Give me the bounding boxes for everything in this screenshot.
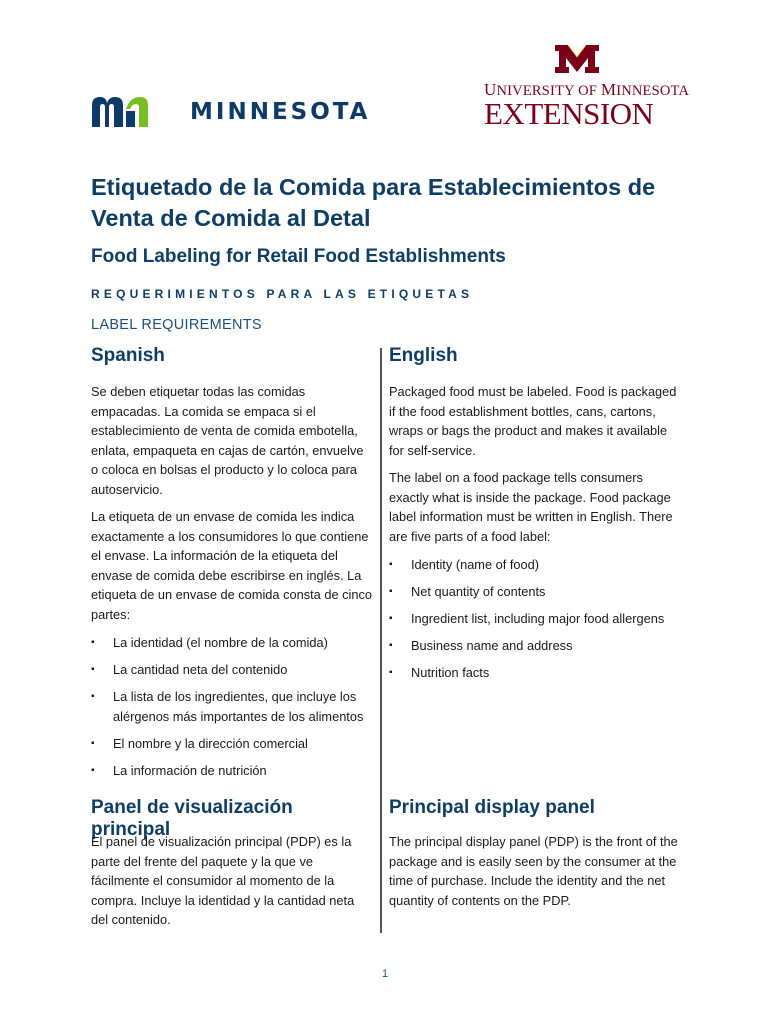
list-item-text: La información de nutrición bbox=[113, 762, 267, 778]
pdp-spanish-heading: Panel de visualización principal bbox=[91, 797, 293, 840]
list-item bbox=[91, 734, 373, 754]
english-column bbox=[389, 345, 679, 690]
english-bullet-list bbox=[389, 555, 679, 683]
document-subtitle: Food Labeling for Retail Food Establishments bbox=[91, 246, 506, 267]
section-kicker-spanish: REQUERIMIENTOS PARA LAS ETIQUETAS bbox=[91, 287, 474, 301]
bullet-icon: ▪ bbox=[389, 613, 393, 624]
pdp-english-section bbox=[389, 797, 679, 918]
list-item-text: Identity (name of food) bbox=[411, 557, 540, 572]
list-item bbox=[389, 582, 679, 602]
list-item bbox=[389, 609, 679, 629]
mn-logo-mark-icon bbox=[90, 95, 174, 129]
bullet-icon: ▪ bbox=[91, 764, 95, 776]
umn-university-text: UNIVERSITY OF MINNESOTA bbox=[484, 80, 690, 99]
bullet-icon: ▪ bbox=[91, 637, 95, 648]
list-item-text: La lista de los ingredientes, que incluye los alérgenos más importantes de los alimentos bbox=[113, 689, 364, 724]
spanish-paragraph-2: La etiqueta de un envase de comida les indica exactamente a los consumidores lo que contiene el envase. La información de la etiqueta del envase de comida debe escribirse en inglés. La etiqueta de un envase de comida consta de cinco partes: bbox=[91, 509, 373, 622]
list-item-text: El nombre y la dirección comercial bbox=[113, 735, 308, 751]
list-item-text: Net quantity of contents bbox=[411, 584, 546, 599]
bullet-icon: ▪ bbox=[389, 586, 393, 597]
column-divider bbox=[380, 348, 382, 933]
bullet-icon: ▪ bbox=[389, 640, 393, 651]
list-item-text: La identidad (el nombre de la comida) bbox=[113, 635, 328, 650]
list-item-text: La cantidad neta del contenido bbox=[113, 662, 288, 677]
umn-extension-text: EXTENSION bbox=[484, 96, 654, 131]
list-item bbox=[91, 660, 373, 680]
bullet-icon: ▪ bbox=[389, 559, 393, 570]
list-item bbox=[91, 633, 373, 653]
bullet-icon: ▪ bbox=[91, 691, 95, 702]
minnesota-wordmark: MINNESOTA bbox=[190, 99, 371, 125]
list-item-text: Nutrition facts bbox=[411, 665, 490, 680]
spanish-paragraph-1: Se deben etiquetar todas las comidas empacadas. La comida se empaca si el establecimiento de venta de comida embotella, enlata, empaqueta en cajas de cartón, envuelve o coloca en bolsas el producto y lo coloca para autoservicio. bbox=[91, 384, 364, 497]
list-item bbox=[91, 761, 373, 781]
english-heading: English bbox=[389, 345, 458, 366]
bullet-icon: ▪ bbox=[91, 737, 95, 749]
list-item bbox=[389, 636, 679, 656]
pdp-english-paragraph: The principal display panel (PDP) is the front of the package and is easily seen by the consumer at the time of purchase. Include the identity and the net quantity of contents on the PDP. bbox=[389, 834, 678, 908]
bullet-icon: ▪ bbox=[91, 664, 95, 675]
list-item bbox=[91, 687, 373, 726]
umn-extension-logo bbox=[484, 44, 690, 134]
spanish-heading: Spanish bbox=[91, 345, 165, 366]
pdp-spanish-paragraph: El panel de visualización principal (PDP) es la parte del frente del paquete y la que ve fácilmente el consumidor al momento de la compra. Incluye la identidad y la cantidad neta del contenido. bbox=[91, 834, 355, 927]
bullet-icon: ▪ bbox=[389, 667, 393, 678]
pdp-spanish-section bbox=[91, 797, 373, 938]
list-item-text: Business name and address bbox=[411, 638, 573, 653]
page-number: 1 bbox=[381, 968, 389, 980]
spanish-column bbox=[91, 345, 373, 788]
umn-block-m-icon bbox=[554, 44, 600, 74]
list-item bbox=[389, 663, 679, 683]
english-paragraph-1: Packaged food must be labeled. Food is packaged if the food establishment bottles, cans, cartons, wraps or bags the product and makes it available for self-service. bbox=[389, 384, 677, 458]
list-item bbox=[389, 555, 679, 575]
section-kicker-english: LABEL REQUIREMENTS bbox=[91, 317, 262, 333]
pdp-english-heading: Principal display panel bbox=[389, 797, 595, 818]
list-item-text: Ingredient list, including major food allergens bbox=[411, 611, 665, 626]
spanish-bullet-list bbox=[91, 633, 373, 780]
document-title: Etiquetado de la Comida para Establecimientos de Venta de Comida al Detal bbox=[91, 174, 656, 231]
english-paragraph-2: The label on a food package tells consumers exactly what is inside the package. Food package label information must be written in English. There are five parts of a food label: bbox=[389, 470, 673, 544]
minnesota-logo bbox=[90, 92, 400, 132]
